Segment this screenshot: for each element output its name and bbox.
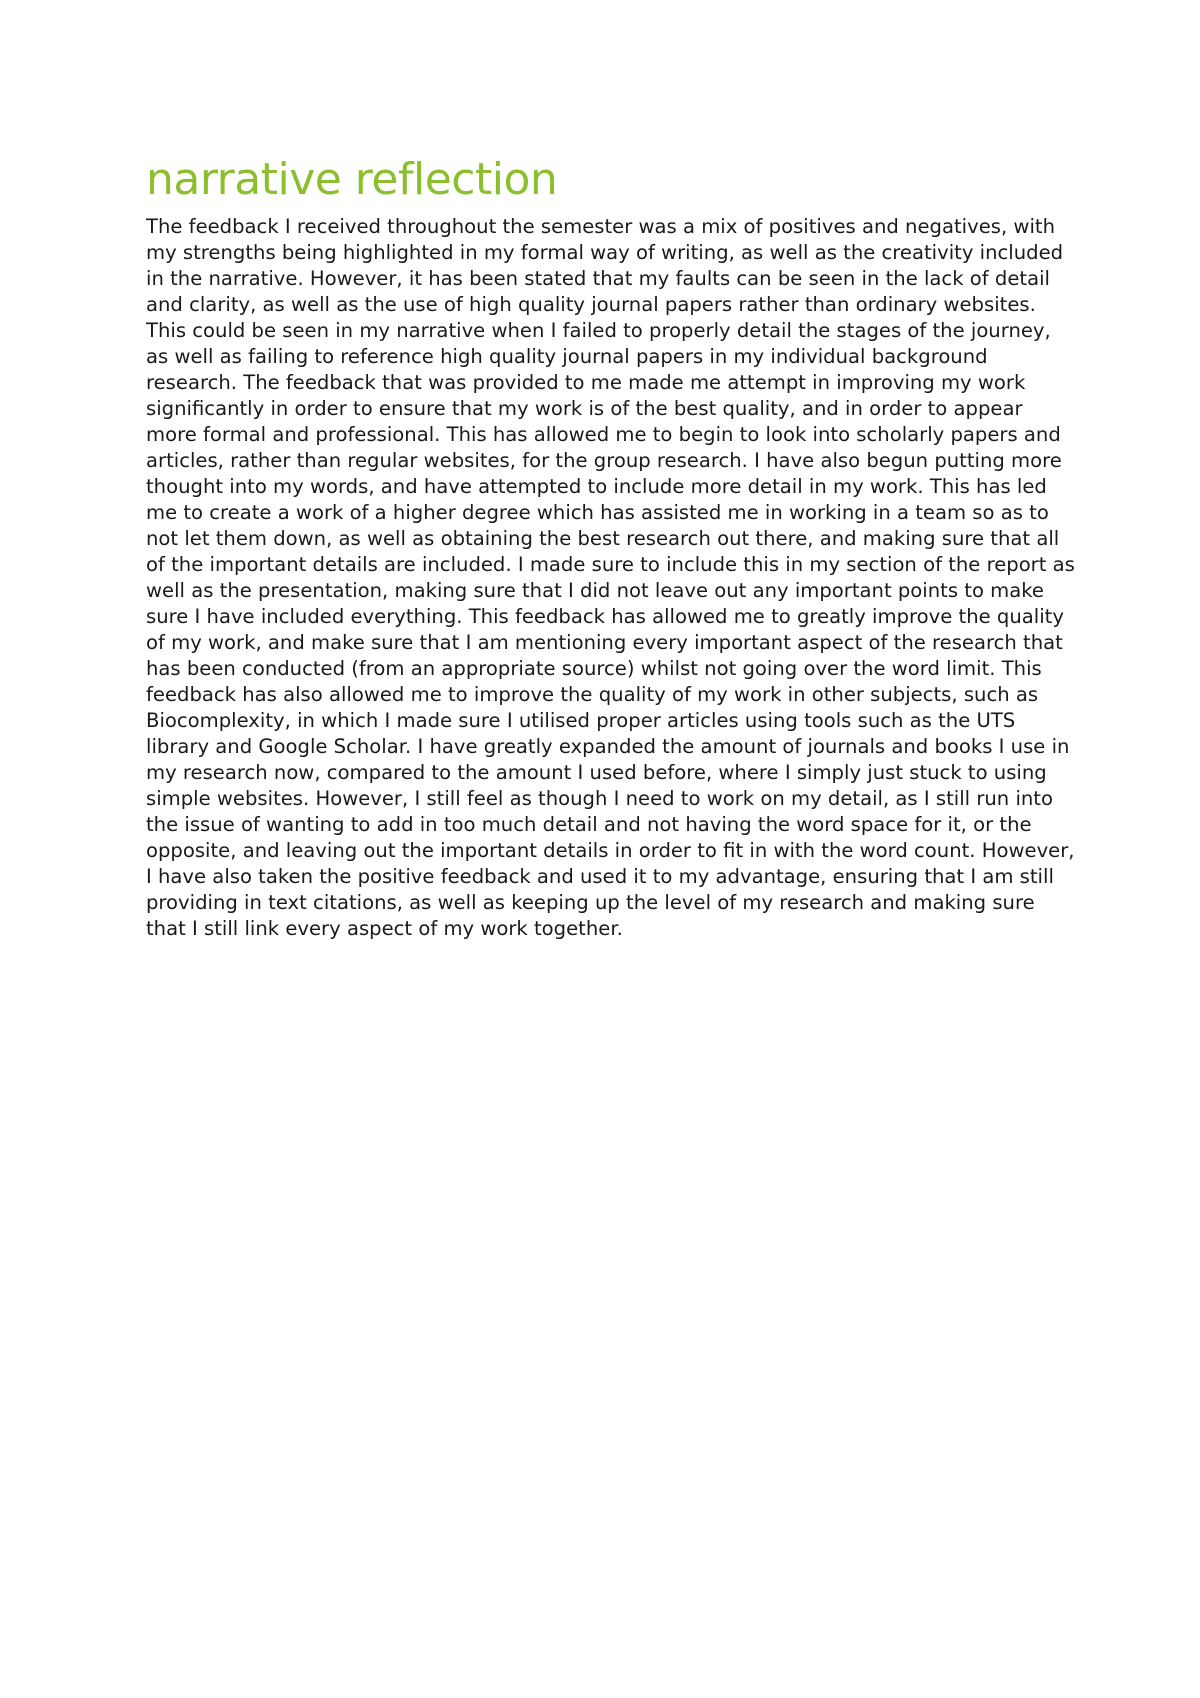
body-paragraph: The feedback I received throughout the semester was a mix of positives and negatives, with my strengths being highlighted in my formal way of writing, as well as the creativity included in the narrative. However, it has been stated that my faults can be seen in the lack of detail and clarity, as well as the use of high quality journal papers rather than ordinary websites. This could be seen in my narrative when I failed to properly detail the stages of the journey, as well as failing to reference high quality journal papers in my individual background research. The feedback that was provided to me made me attempt in improving my work significantly in order to ensure that my work is of the best quality, and in order to appear more formal and professional. This has allowed me to begin to look into scholarly papers and articles, rather than regular websites, for the group research. I have also begun putting more thought into my words, and have attempted to include more detail in my work. This has led me to create a work of a higher degree which has assisted me in working in a team so as to not let them down, as well as obtaining the best research out there, and making sure that all of the important details are included. I made sure to include this in my section of the report as well as the presentation, making sure that I did not leave out any important points to make sure I have included everything. This feedback has allowed me to greatly improve the quality of my work, and make sure that I am mentioning every important aspect of the research that has been conducted (from an appropriate source) whilst not going over the word limit. This feedback has also allowed me to improve the quality of my work in other subjects, such as Biocomplexity, in which I made sure I utilised proper articles using tools such as the UTS library and Google Scholar. I have greatly expanded the amount of journals and books I use in my research now, compared to the amount I used before, where I simply just stuck to using simple websites. However, I still feel as though I need to work on my detail, as I still run into the issue of wanting to add in too much detail and not having the word space for it, or the opposite, and leaving out the important details in order to fit in with the word count. However, I have also taken the positive feedback and used it to my advantage, ensuring that I am still providing in text citations, as well as keeping up the level of my research and making sure that I still link every aspect of my work together. <box>146 215 1075 940</box>
document-title: narrative reflection <box>146 154 558 205</box>
document-content <box>146 154 1076 942</box>
